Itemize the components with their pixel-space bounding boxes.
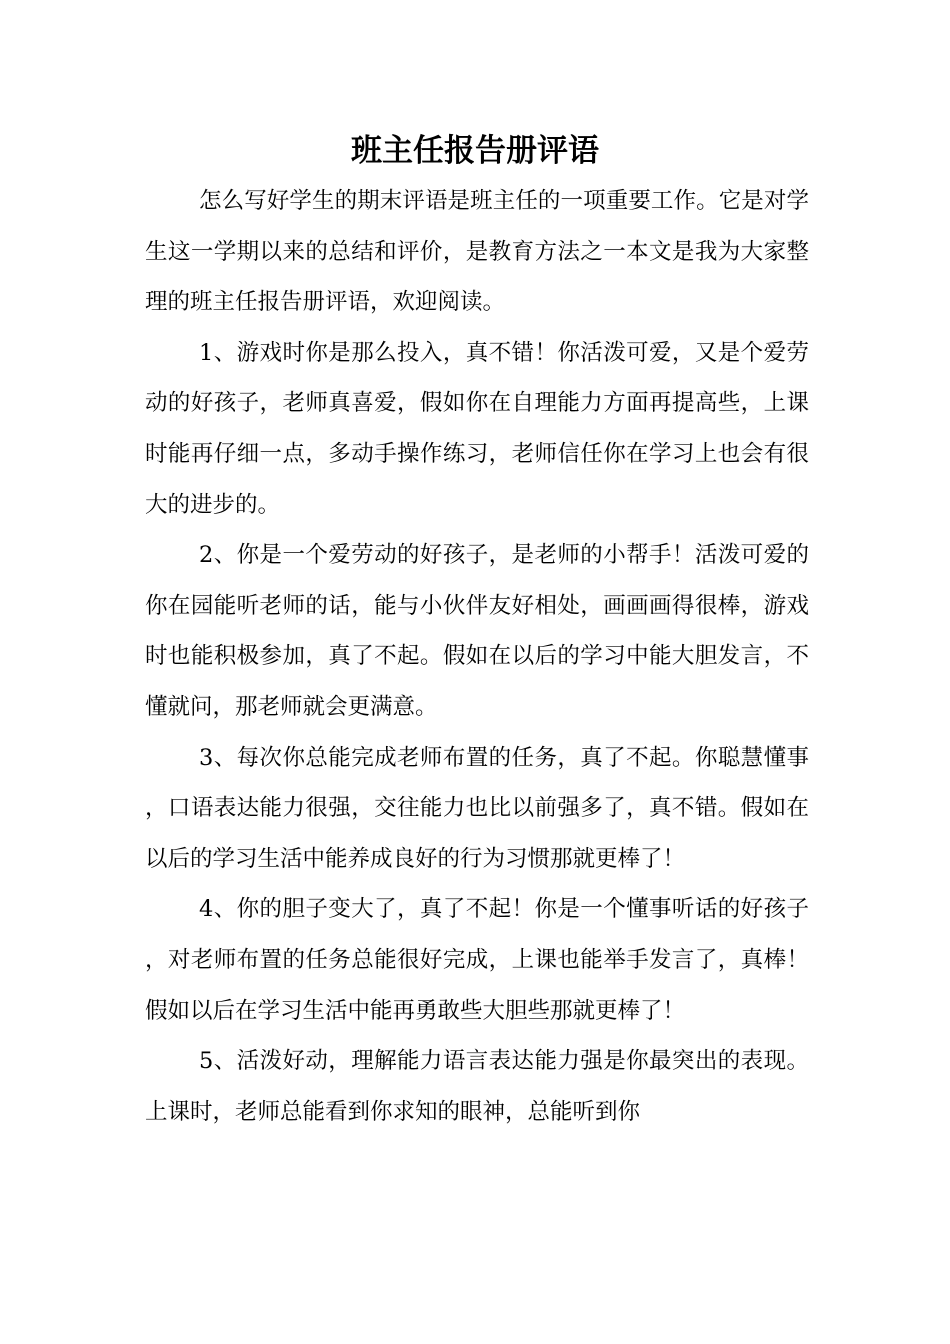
comment-paragraph-3: 3、每次你总能完成老师布置的任务，真了不起。你聪慧懂事，口语表达能力很强，交往能力也比以前强多了，真不错。假如在以后的学习生活中能养成良好的行为习惯那就更棒了！ <box>145 744 809 872</box>
comment-paragraph-1: 1、游戏时你是那么投入，真不错！你活泼可爱，又是个爱劳动的好孩子，老师真喜爱，假如你在自理能力方面再提高些，上课时能再仔细一点，多动手操作练习，老师信任你在学习上也会有很大的进步的。 <box>145 339 809 518</box>
intro-paragraph: 怎么写好学生的期末评语是班主任的一项重要工作。它是对学生这一学期以来的总结和评价，是教育方法之一本文是我为大家整理的班主任报告册评语，欢迎阅读。 <box>145 188 809 316</box>
document-title: 班主任报告册评语 <box>351 133 599 169</box>
document-body <box>145 176 809 1137</box>
comment-paragraph-4: 4、你的胆子变大了，真了不起！你是一个懂事听话的好孩子，对老师布置的任务总能很好完成，上课也能举手发言了，真棒！假如以后在学习生活中能再勇敢些大胆些那就更棒了！ <box>145 896 809 1024</box>
comment-paragraph-2: 2、你是一个爱劳动的好孩子，是老师的小帮手！活泼可爱的你在园能听老师的话，能与小伙伴友好相处，画画画得很棒，游戏时也能积极参加，真了不起。假如在以后的学习中能大胆发言，不懂就问，那老师就会更满意。 <box>145 542 809 720</box>
comment-paragraph-5: 5、活泼好动，理解能力语言表达能力强是你最突出的表现。上课时，老师总能看到你求知的眼神，总能听到你 <box>145 1048 809 1125</box>
